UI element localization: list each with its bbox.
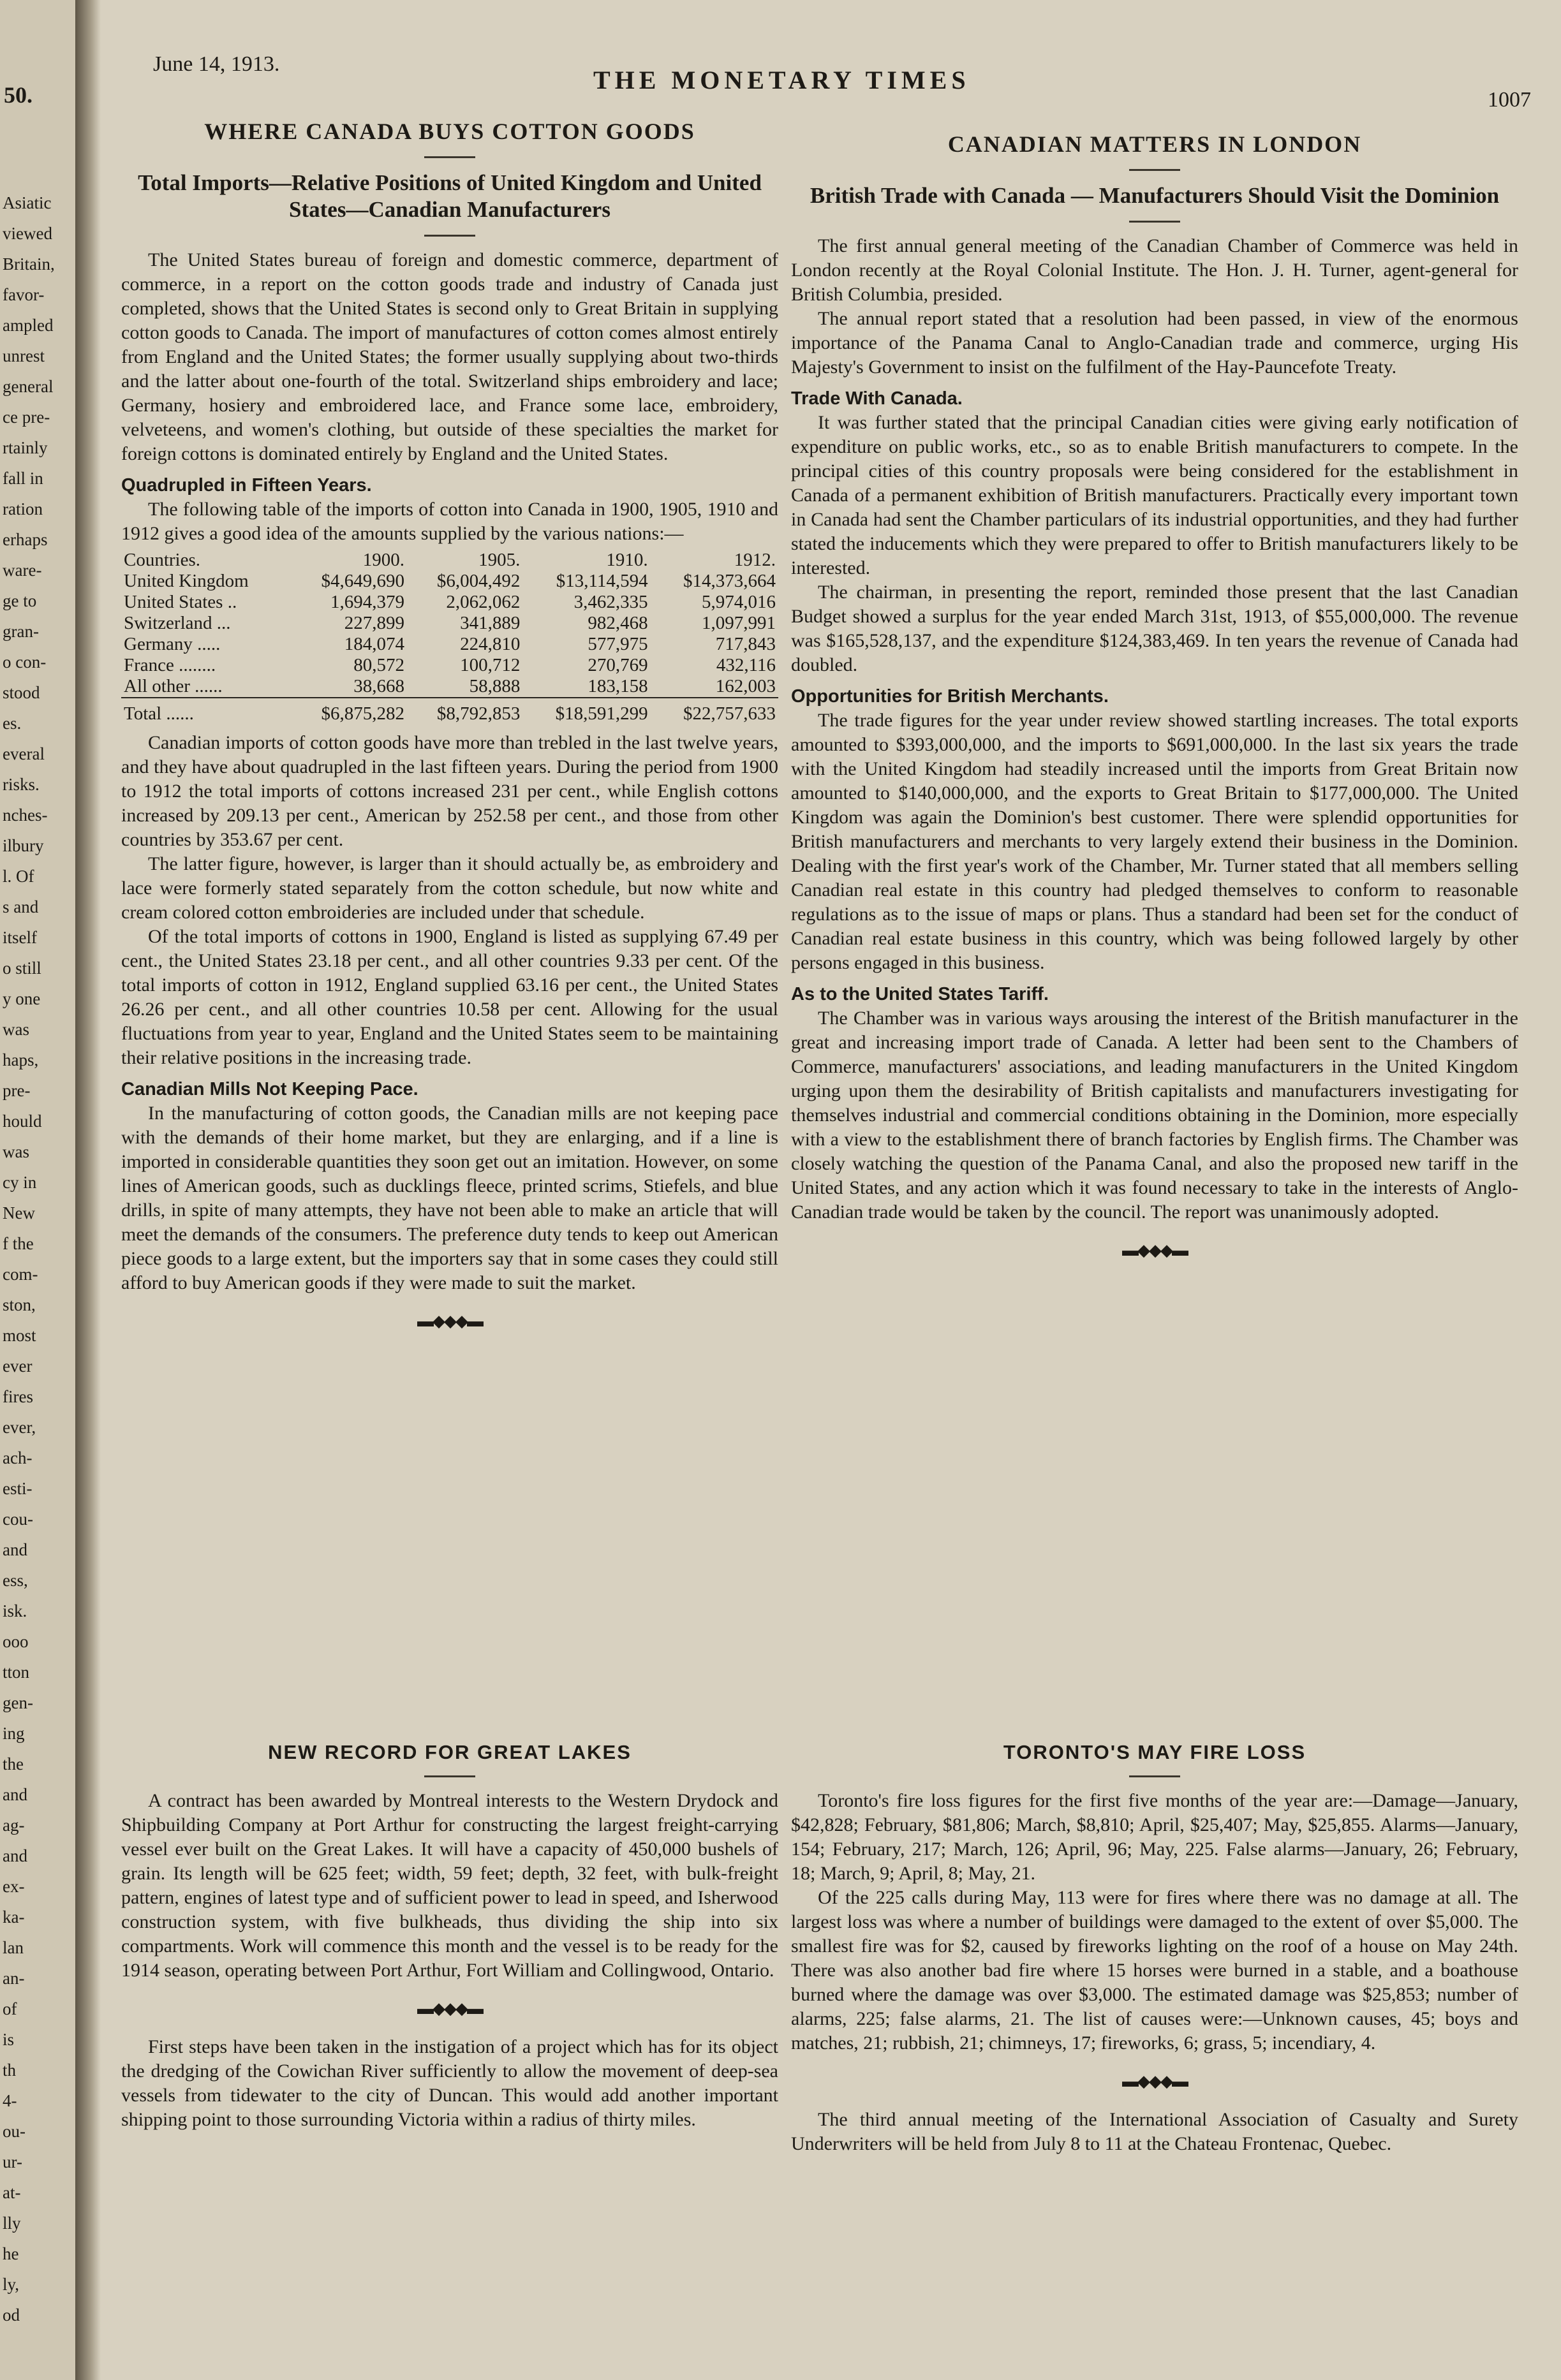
paragraph: The following table of the imports of cotton into Canada in 1900, 1905, 1910 and 1912 gives a good idea of the amounts supplied by the various nations:— [121, 499, 778, 544]
london-article-title: CANADIAN MATTERS IN LONDON [947, 131, 1362, 157]
fragment-text: isk. [3, 1601, 27, 1620]
title-rule [424, 156, 475, 158]
fragment-text: everal [3, 744, 45, 763]
header-date: June 14, 1913. [153, 52, 280, 76]
fire-loss-article [791, 1741, 1518, 2156]
section-heading: As to the United States Tariff. [791, 984, 1049, 1004]
table-cell: 58,888 [469, 676, 521, 696]
fragment-text: ration [3, 499, 43, 518]
table-cell: 982,468 [588, 613, 648, 633]
paragraph: First steps have been taken in the instigation of a project which has for its object the dredging of the Cowichan River sufficiently to allow the movement of deep-sea vessels from tidewater to the city of Duncan. This would add another important shipping point to those surrounding Victoria within a radius of thirty miles. [121, 2036, 778, 2130]
table-total-cell: $18,591,299 [522, 698, 650, 724]
fragment-text: ston, [3, 1295, 36, 1314]
fragment-text: Asiatic [3, 193, 52, 212]
fragment-text: lan [3, 1938, 24, 1957]
fragment-text: New [3, 1203, 35, 1223]
london-article-subtitle: British Trade with Canada — Manufacturers Should Visit the Dominion [810, 183, 1500, 208]
fragment-text: lly [3, 2214, 21, 2233]
ornament-divider: ▬◆◆◆▬ [417, 1312, 482, 1330]
table-cell: United States .. [124, 592, 237, 612]
table-header-cell: 1912. [734, 550, 776, 570]
table-total-row [121, 698, 778, 724]
paragraph: The first annual general meeting of the Canadian Chamber of Commerce was held in London recently at the Royal Colonial Institute. The Hon. J. H. Turner, agent-general for British Columbia, presided. [791, 235, 1518, 305]
fragment-text: pre- [3, 1081, 31, 1100]
ornament-divider: ▬◆◆◆▬ [1122, 1241, 1187, 1260]
table-cell: Switzerland ... [124, 613, 231, 633]
fragment-text: ing [3, 1724, 25, 1743]
fragment-text: f the [3, 1234, 34, 1253]
fragment-text: he [3, 2244, 19, 2263]
fragment-text: gran- [3, 622, 39, 641]
table-cell: 1,694,379 [330, 592, 405, 612]
fragment-text: was [3, 1142, 29, 1161]
ornament-divider: ▬◆◆◆▬ [417, 1999, 482, 2018]
fragment-text: od [3, 2305, 20, 2325]
fragment-text: nches- [3, 805, 48, 825]
paragraph: It was further stated that the principal Canadian cities were giving early notification of expenditure on public works, etc., so as to enable British manufacturers to compete. In the principal cities of this country proposals were being considered for the establishment in Canada of a permanent exhibition of British manufacturers. Practically every important town in Canada had sent the Chamber particulars of its industrial opportunities, and they had further stated the inducements which they were prepared to offer to British manufacturers likely to be interested. [791, 412, 1518, 578]
ornament-divider: ▬◆◆◆▬ [1122, 2072, 1187, 2090]
table-cell: 432,116 [716, 655, 776, 675]
paragraph: Canadian imports of cotton goods have more than trebled in the last twelve years, and they have about quadrupled in the last fifteen years. During the period from 1900 to 1912 the total imports of cottons increased 231 per cent., while English cottons increased by 209.13 per cent., American by 252.58 per cent., and those from other countries by 353.67 per cent. [121, 732, 778, 850]
fragment-text: most [3, 1326, 36, 1345]
table-cell: United Kingdom [124, 571, 249, 591]
fragment-text: ever, [3, 1418, 36, 1437]
fragment-text: ex- [3, 1877, 25, 1896]
table-cell: 80,572 [353, 655, 405, 675]
table-row [121, 571, 778, 592]
fragment-text: ag- [3, 1816, 25, 1835]
fragment-text: com- [3, 1265, 38, 1284]
table-cell: $14,373,664 [683, 571, 776, 591]
table-cell: Germany ..... [124, 634, 221, 654]
table-header-cell: 1900. [362, 550, 405, 570]
table-header-cell: 1910. [606, 550, 648, 570]
binding-gutter [75, 0, 101, 2380]
table-cell: 2,062,062 [446, 592, 521, 612]
fragment-text: fall in [3, 469, 43, 488]
paragraph: Of the 225 calls during May, 113 were for fires where there was no damage at all. The largest loss was where a number of buildings were damaged to the extent of over $5,000. The smallest fire was for $2, caused by fireworks lighting on the roof of a house on May 24th. There was also another bad fire where 15 horses were burned in a stable, and a boathouse burned where the damage was over $3,000. The estimated damage was $25,853; number of alarms, 225; false alarms, 21. The list of causes were:—Unknown causes, 45; boys and matches, 21; rubbish, 21; chimneys, 17; fireworks, 6; grass, 5; incendiary, 4. [791, 1887, 1518, 2053]
title-rule [424, 1775, 475, 1777]
fragment-text: tton [3, 1663, 30, 1682]
fragment-text: and [3, 1540, 27, 1559]
table-cell: 577,975 [588, 634, 648, 654]
paragraph: A contract has been awarded by Montreal interests to the Western Drydock and Shipbuilding Company at Port Arthur for constructing the largest freight-carrying vessel ever built on the Great Lakes. It will have a capacity of 450,000 bushels of grain. Its length will be 625 feet; width, 59 feet; depth, 32 feet, with bulk-freight pattern, engines of latest type and of sufficient power to lead in speed, and Isherwood construction system, with five bulkheads, thus dividing the ship into six compartments. Work will commence this month and the vessel is to be ready for the 1914 season, operating between Port Arthur, Fort William and Collingwood, Ontario. [121, 1790, 778, 1981]
fragment-text: ur- [3, 2152, 22, 2171]
table-cell: 162,003 [715, 676, 776, 696]
fragment-text: rtainly [3, 438, 48, 457]
table-cell: 38,668 [353, 676, 405, 696]
title-rule [1129, 169, 1180, 171]
table-header-cell: 1905. [478, 550, 521, 570]
fragment-text: ach- [3, 1448, 33, 1467]
table-cell: 227,899 [344, 613, 405, 633]
fire-loss-title: TORONTO'S MAY FIRE LOSS [1003, 1741, 1306, 1763]
great-lakes-title: NEW RECORD FOR GREAT LAKES [268, 1741, 632, 1763]
fragment-text: ilbury [3, 836, 44, 855]
table-cell: 717,843 [715, 634, 776, 654]
table-cell: 341,889 [460, 613, 521, 633]
table-total-cell: $6,875,282 [292, 698, 407, 724]
table-row [121, 676, 778, 698]
table-cell: 270,769 [588, 655, 648, 675]
table-row [121, 655, 778, 676]
fragment-text: haps, [3, 1050, 39, 1069]
fragment-text: Britain, [3, 254, 55, 274]
fragment-text: itself [3, 928, 37, 947]
paragraph: The latter figure, however, is larger than it should actually be, as embroidery and lace were formerly stated separately from the cotton schedule, but now white and cream colored cotton embroideries are included under that schedule. [121, 853, 778, 923]
table-cell: $4,649,690 [321, 571, 405, 591]
table-cell: $6,004,492 [436, 571, 521, 591]
fragment-text: esti- [3, 1479, 33, 1498]
table-header-cell: Countries. [124, 550, 201, 570]
fragment-text: cy in [3, 1173, 37, 1192]
fragment-text: th [3, 2060, 17, 2080]
masthead-title: THE MONETARY TIMES [593, 66, 970, 94]
table-cell: France ........ [124, 655, 216, 675]
fragment-text: es. [3, 714, 22, 733]
title-rule [1129, 1775, 1180, 1777]
table-total-cell: $22,757,633 [651, 698, 778, 724]
fragment-text: and [3, 1846, 27, 1865]
fragment-text: unrest [3, 346, 45, 365]
newspaper-page [108, 0, 1544, 2380]
fragment-text: ce pre- [3, 408, 50, 427]
paragraph: The United States bureau of foreign and domestic commerce, department of commerce, in a report on the cotton goods trade and industry of Canada just completed, shows that the United States is second only to Great Britain in supplying cotton goods to Canada. The import of manufactures of cotton comes almost entirely from England and the United States; the former usually supplying about two-thirds and the latter about one-fourth of the total. Switzerland ships embroidery and lace; Germany, hosiery and embroidered lace, and France some lace, embroidery, velveteens, and women's clothing, but outside of these specialties the market for foreign cottons is dominated entirely by England and the United States. [121, 249, 778, 464]
section-heading: Canadian Mills Not Keeping Pace. [121, 1079, 418, 1099]
cotton-article-title: WHERE CANADA BUYS COTTON GOODS [204, 119, 695, 144]
fragment-text: the [3, 1754, 24, 1774]
fragment-text: ge to [3, 591, 37, 610]
section-heading: Opportunities for British Merchants. [791, 686, 1109, 707]
section-heading: Trade With Canada. [791, 388, 963, 409]
fragment-text: 4- [3, 2091, 17, 2110]
fragment-text: stood [3, 683, 40, 702]
fragment-text: ou- [3, 2122, 26, 2141]
great-lakes-article [121, 1741, 778, 2132]
table-cell: 184,074 [344, 634, 405, 654]
fragment-text: at- [3, 2183, 21, 2202]
fragment-text: risks. [3, 775, 40, 794]
table-row [121, 634, 778, 655]
fragment-text: ka- [3, 1907, 25, 1927]
table-cell: 100,712 [460, 655, 521, 675]
subtitle-rule [424, 235, 475, 237]
paragraph: The Chamber was in various ways arousing the interest of the British manufacturer in the great and increasing import trade of Canada. A letter had been sent to the Chambers of Commerce, manufacturers' associations, and leading manufacturers in the United Kingdom urging upon them the desirability of British capitalists and manufacturers investigating for themselves industrial and commercial conditions obtaining in the Dominion, more especially with a view to the establishment there of branch factories by English firms. The Chamber was closely watching the question of the Panama Canal, and also the proposed new tariff in the United States, and any action which it was found necessary to take in the interests of Anglo-Canadian trade would be taken by the council. The report was unanimously adopted. [791, 1008, 1518, 1223]
table-cell: 5,974,016 [702, 592, 776, 612]
fragment-text: hould [3, 1112, 42, 1131]
adjacent-page-strip [0, 0, 77, 2380]
paragraph: Of the total imports of cottons in 1900, England is listed as supplying 67.49 per cent., the United States 23.18 per cent., and all other countries 9.33 per cent. Of the total imports of cotton in 1912, England supplied 63.16 per cent., the United States 26.26 per cent., and all other countries 10.58 per cent. Allowing for the usual fluctuations from year to year, England and the United States seem to be maintaining their relative positions in the increasing trade. [121, 926, 778, 1068]
table-cell: $13,114,594 [556, 571, 648, 591]
paragraph: Toronto's fire loss figures for the first five months of the year are:—Damage—January, $42,828; February, $81,806; March, $8,810; April, $25,407; May, $25,855. Alarms—January, 154; February, 217; March, 126; April, 96; May, 225. False alarms—January, 26; February, 18; March, 9; April, 8; May, 21. [791, 1790, 1518, 1884]
table-cell: 224,810 [460, 634, 521, 654]
section-heading: Quadrupled in Fifteen Years. [121, 475, 372, 496]
fragment-text: l. Of [3, 867, 34, 886]
fragment-text: y one [3, 989, 41, 1008]
fragment-text: o con- [3, 652, 47, 672]
fragment-text: ly, [3, 2275, 19, 2294]
adjacent-page-number: 50. [4, 82, 33, 108]
table-cell: All other ...... [124, 676, 223, 696]
paragraph: The chairman, in presenting the report, reminded those present that the last Canadian Budget showed a surplus for the year ended March 31st, 1913, of $55,000,000. The revenue was $165,528,137, and the expenditure $124,383,469. In ten years the revenue of Canada had doubled. [791, 582, 1518, 675]
fragment-text: ampled [3, 316, 54, 335]
fragment-text: cou- [3, 1510, 33, 1529]
table-total-cell: $8,792,853 [407, 698, 522, 724]
cotton-article [121, 118, 778, 1348]
fragment-text: ess, [3, 1571, 28, 1590]
fragment-text: favor- [3, 285, 45, 304]
paragraph: In the manufacturing of cotton goods, the Canadian mills are not keeping pace with the demands of their home market, but they are enlarging, and if a line is imported in considerable quantities they soon get out an imitation. However, on some lines of American goods, such as ducklings fleece, printed scrims, Stiefels, and blue drills, in spite of many attempts, they have not been able to make an article that will meet the demands of the consumers. The preference duty tends to keep out American piece goods to a large extent, but the importers say that in some cases they could still afford to buy American goods if they were made to suit the market. [121, 1103, 778, 1293]
page-number: 1007 [1488, 88, 1531, 112]
fragment-text: ware- [3, 561, 42, 580]
subtitle-rule [1129, 221, 1180, 223]
table-cell: 1,097,991 [702, 613, 776, 633]
table-row [121, 592, 778, 613]
table-header-row [121, 550, 778, 571]
table-total-cell: Total ...... [121, 698, 292, 724]
table-cell: 3,462,335 [573, 592, 648, 612]
paragraph: The trade figures for the year under review showed startling increases. The total exports amounted to $393,000,000, and the imports to $691,000,000. In the last six years the trade with the United Kingdom had steadily increased until the imports from Great Britain now amounted to $140,000,000, and the exports to Great Britain to $177,000,000. The United Kingdom was again the Dominion's best customer. There were splendid opportunities for British manufacturers and merchants to very largely extend their business in the Dominion. Dealing with the first year's work of the Chamber, Mr. Turner stated that all members selling Canadian real estate in this country had pledged themselves to conform to reasonable regulations as to the issue of maps or plans. Thus a standard had been set for the conduct of Canadian real estate business in this country, which was being followed largely by other persons engaged in this business. [791, 710, 1518, 973]
table-row [121, 613, 778, 634]
london-article [791, 131, 1518, 1277]
fragment-text: ooo [3, 1632, 29, 1651]
fragment-text: was [3, 1020, 29, 1039]
fragment-text: s and [3, 897, 39, 916]
fragment-text: is [3, 2030, 15, 2049]
table-cell: 183,158 [588, 676, 648, 696]
paragraph: The annual report stated that a resolution had been passed, in view of the enormous importance of the Panama Canal to Anglo-Canadian trade and commerce, urging His Majesty's Government to insist on the fulfilment of the Hay-Pauncefote Treaty. [791, 308, 1518, 378]
fragment-text: o still [3, 959, 41, 978]
fragment-text: of [3, 1999, 17, 2018]
fragment-text: viewed [3, 224, 52, 243]
cotton-article-subtitle: Total Imports—Relative Positions of United Kingdom and United States—Canadian Manufacturers [138, 170, 762, 222]
fragment-text: general [3, 377, 54, 396]
fragment-text: gen- [3, 1693, 33, 1712]
fragment-text: and [3, 1785, 27, 1804]
fragment-text: fires [3, 1387, 33, 1406]
cotton-imports-table [121, 550, 778, 724]
fragment-text: an- [3, 1969, 25, 1988]
fragment-text: ever [3, 1356, 33, 1376]
paragraph: The third annual meeting of the International Association of Casualty and Surety Underwriters will be held from July 8 to 11 at the Chateau Frontenac, Quebec. [791, 2109, 1518, 2154]
fragment-text: erhaps [3, 530, 48, 549]
